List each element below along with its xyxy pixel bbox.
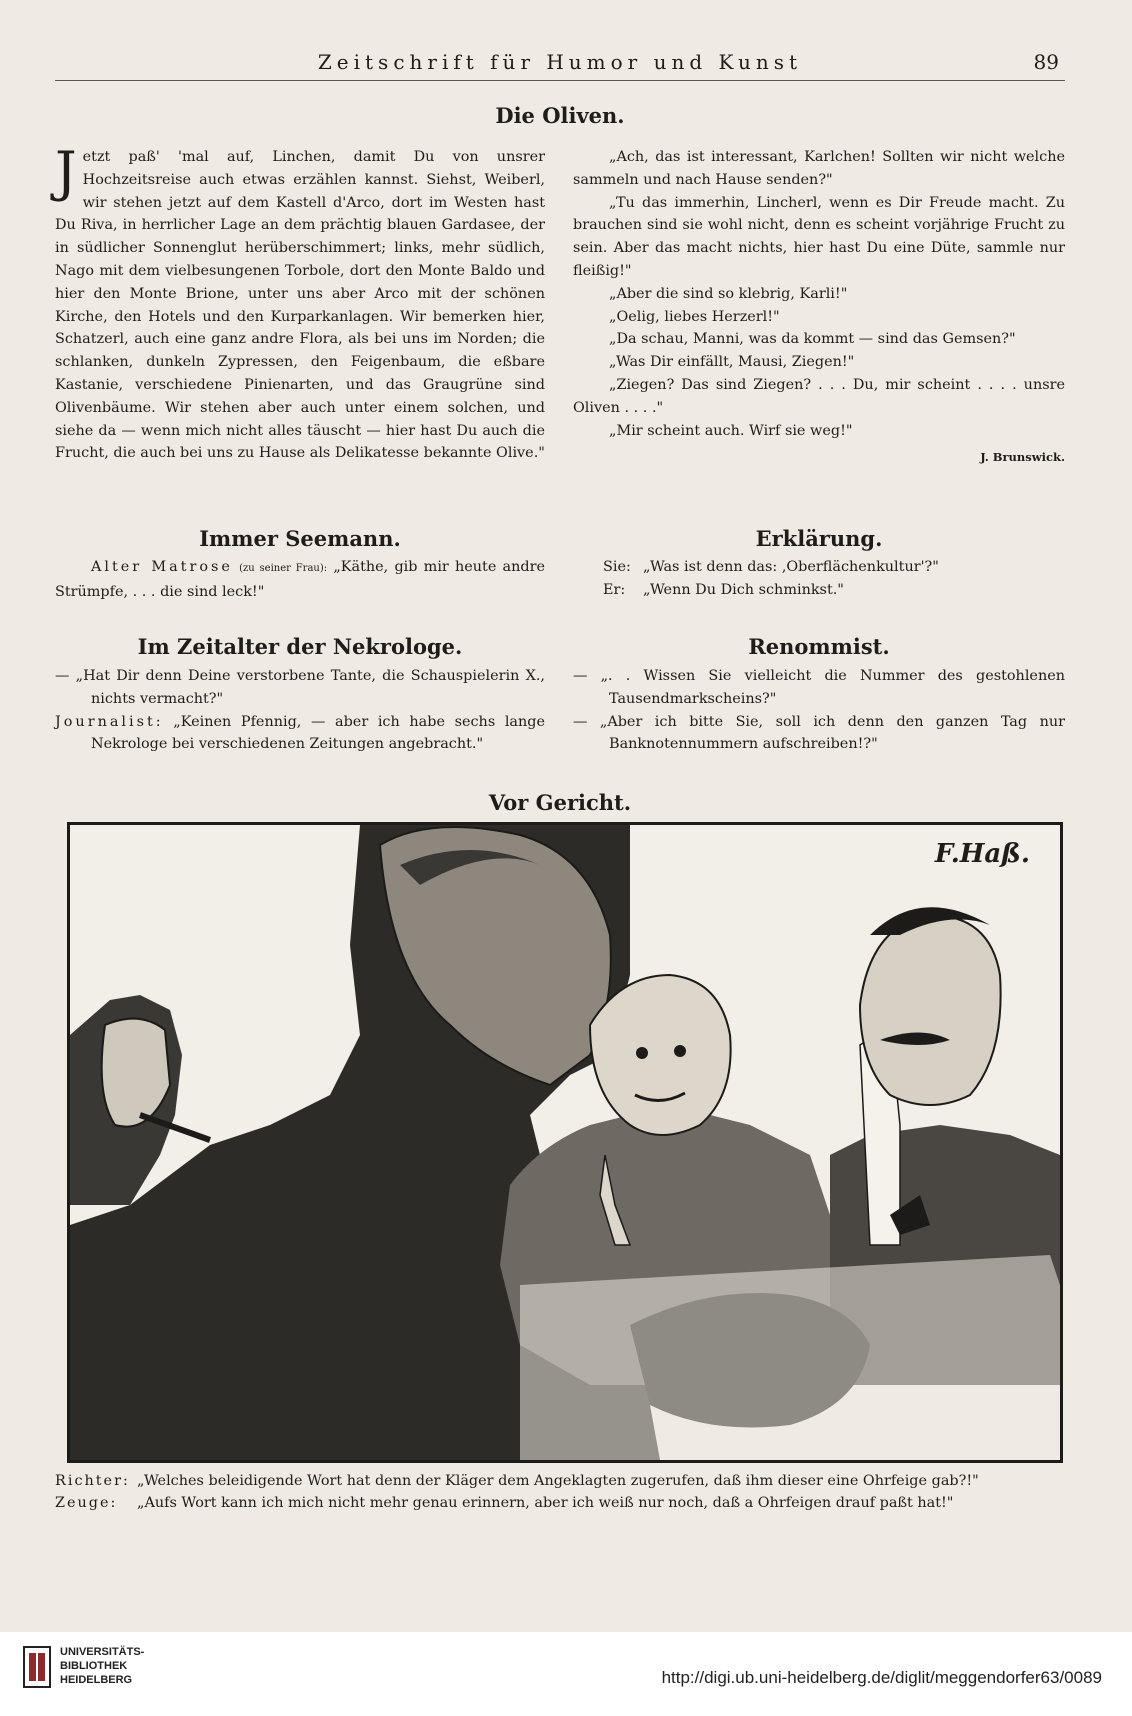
oliven-dialog-line: „Oelig, liebes Herzerl!" — [609, 308, 780, 325]
erklaerung-label-er: Er: — [603, 581, 626, 598]
library-name-line-2: BIBLIOTHEK — [60, 1660, 128, 1672]
renommist-line-1: — „. . Wissen Sie vielleicht die Nummer des gestohlenen Tausendmarkscheins?" — [573, 668, 1065, 707]
court-illustration — [67, 822, 1063, 1463]
bald-man-eye-right — [674, 1045, 686, 1057]
court-illustration-drawing — [70, 825, 1060, 1460]
seemann-speaker: Alter Matrose — [91, 559, 233, 575]
artist-signature: F.Haß. — [934, 839, 1030, 869]
oliven-dialog-line: „Tu das immerhin, Lincherl, wenn es Dir Freude macht. Zu brauchen sind sie wohl nicht, denn es scheint vorjährige Frucht zu sein. Aber das macht nichts, hier hast Du eine Düte, sammle nur fleißig!" — [573, 194, 1065, 279]
right-man-head — [860, 915, 1001, 1105]
nekrologe-title: Im Zeitalter der Nekrologe. — [137, 634, 463, 659]
page-number: 89 — [1033, 50, 1059, 74]
oliven-right-column — [573, 146, 1065, 469]
nekrologe-line-1: — „Hat Dir denn Deine verstorbene Tante, die Schauspielerin X., nichts vermacht?" — [55, 668, 545, 707]
oliven-dialog-line: „Mir scheint auch. Wirf sie weg!" — [609, 422, 853, 439]
nekrologe-text — [55, 665, 545, 756]
oliven-dialog-line: „Was Dir einfällt, Mausi, Ziegen!" — [609, 354, 855, 371]
bald-man-head — [590, 975, 731, 1135]
library-logo-icon — [22, 1645, 52, 1689]
bald-man-eye-left — [636, 1047, 648, 1059]
erklaerung-title: Erklärung. — [755, 526, 883, 551]
oliven-dialog-line: „Aber die sind so klebrig, Karli!" — [609, 285, 848, 302]
oliven-author: J. Brunswick. — [980, 450, 1065, 465]
seemann-note: (zu seiner Frau): — [239, 563, 328, 574]
oliven-title: Die Oliven. — [495, 103, 625, 128]
erklaerung-line-2: „Wenn Du Dich schminkst." — [643, 581, 844, 598]
renommist-line-2: — „Aber ich bitte Sie, soll ich denn den ganzen Tag nur Banknotennummern aufschreiben!?" — [573, 713, 1065, 753]
caption-label-richter: Richter: — [55, 1473, 130, 1489]
oliven-left-column — [55, 140, 545, 465]
seemann-quote: „Käthe, gib mir heute andre Strümpfe, . . . die sind leck!" — [55, 559, 546, 600]
caption-line-zeuge: „Aufs Wort kann ich mich nicht mehr genau erinnern, aber ich weiß nur noch, daß a Ohrfeigen drauf paßt hat!" — [137, 1495, 954, 1511]
library-name — [60, 1645, 144, 1687]
library-name-line-3: HEIDELBERG — [60, 1674, 133, 1686]
header-title: Zeitschrift für Humor und Kunst — [317, 50, 803, 74]
illustration-caption — [55, 1470, 1065, 1514]
renommist-title: Renommist. — [748, 634, 890, 659]
renommist-text — [573, 665, 1065, 756]
oliven-dialog-line: „Ziegen? Das sind Ziegen? . . . Du, mir scheint . . . . unsre Oliven . . . ." — [573, 376, 1065, 416]
caption-line-richter: „Welches beleidigende Wort hat denn der Kläger dem Angeklagten zugerufen, daß ihm dieser eine Ohrfeige gab?!" — [137, 1473, 979, 1489]
seemann-title: Immer Seemann. — [199, 526, 401, 551]
oliven-dialog-line: „Ach, das ist interessant, Karlchen! Sollten wir nicht welche sammeln und nach Hause senden?" — [573, 149, 1065, 188]
gericht-title: Vor Gericht. — [488, 790, 632, 815]
oliven-dialog-line: „Da schau, Manni, was da kommt — sind das Gemsen?" — [609, 331, 1016, 348]
nekrologe-line-2: „Keinen Pfennig, — aber ich habe sechs lange Nekrologe bei verschiedenen Zeitungen angebracht." — [91, 713, 546, 753]
nekrologe-label: Journalist: — [55, 713, 164, 730]
source-url-link[interactable]: http://digi.ub.uni-heidelberg.de/diglit/meggendorfer63/0089 — [661, 1668, 1102, 1687]
running-header — [55, 50, 1065, 81]
oliven-paragraph: etzt paß' 'mal auf, Linchen, damit Du von unsrer Hochzeitsreise auch etwas erzählen kannst. Siehst, Weiberl, wir stehen jetzt auf dem Kastell d'Arco, dort im Westen hast Du Riva, in herrlicher Lage an dem prächtig blauen Gardasee, der in südlicher Sonnenglut herüberschimmert; links, mehr südlich, Nago mit dem vielbesungenen Torbole, dort den Monte Baldo und hier den Monte Brione, unter uns aber Arco mit der schönen Kirche, den Hotels und den Kurparkanlagen. Wir bemerken hier, Schatzerl, auch eine ganz andre Flora, als bei uns im Norden; die schlanken, dunkeln Zypressen, den Feigenbaum, die eßbare Kastanie, verschiedene Pinienarten, und das Graugrüne sind Olivenbäume. Wir stehen aber auch unter einem solchen, und siehe da — wenn mich nicht alles täuscht — hier hast Du auch die Frucht, die auch bei uns zu Hause als Delikatesse bekannte Olive." — [55, 149, 545, 462]
seemann-text — [55, 556, 545, 604]
table-surface — [520, 1255, 1060, 1460]
caption-label-zeuge: Zeuge: — [55, 1495, 118, 1511]
library-footer — [0, 1632, 1132, 1716]
erklaerung-text — [603, 556, 1065, 602]
oliven-dropcap: J — [55, 140, 77, 203]
library-name-line-1: UNIVERSITÄTS- — [60, 1646, 145, 1658]
erklaerung-line-1: „Was ist denn das: ‚Oberflächenkultur'?" — [643, 559, 939, 575]
erklaerung-label-sie: Sie: — [603, 559, 631, 575]
